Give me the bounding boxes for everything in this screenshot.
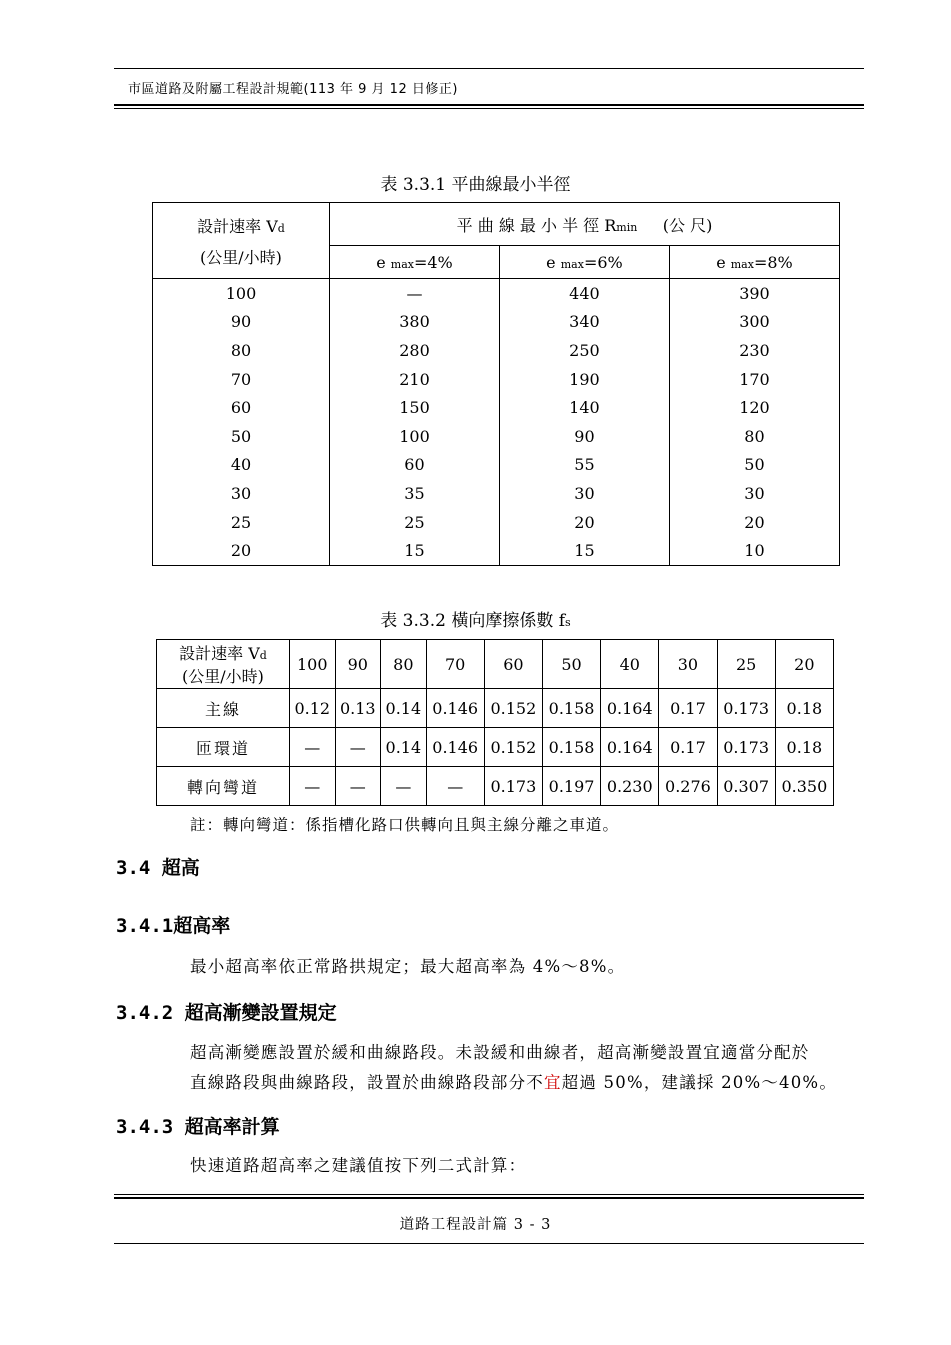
table-row <box>153 336 840 365</box>
section-3-4-2-text <box>190 1038 870 1098</box>
table-cell: 90 <box>153 308 330 337</box>
table-row <box>153 308 840 337</box>
t2-speed-header-cell: 設計速率 Vd (公里/小時) <box>157 640 290 689</box>
table-row <box>153 393 840 422</box>
table-cell: — <box>426 767 484 806</box>
speed-header-cell: 60 <box>484 640 542 689</box>
table-cell: 0.197 <box>542 767 600 806</box>
table1-caption: 表 3.3.1 平曲線最小半徑 <box>380 175 571 195</box>
table-cell: 10 <box>669 536 839 565</box>
table-cell: 0.14 <box>381 728 427 767</box>
table-row <box>153 479 840 508</box>
table-cell: 0.146 <box>426 689 484 728</box>
table-cell: 30 <box>153 479 330 508</box>
table-cell: 0.152 <box>484 728 542 767</box>
table-cell: 0.14 <box>381 689 427 728</box>
header-rule-thin <box>114 68 864 69</box>
table-cell: 0.164 <box>601 689 659 728</box>
emax-header-cell: e max=6% <box>499 246 669 279</box>
header-rule-thick <box>114 104 864 106</box>
table-min-radius <box>152 202 840 566</box>
table-cell: 60 <box>330 451 500 480</box>
section-3-4-3-heading: 3.4.3 超高率計算 <box>116 1116 280 1138</box>
table-cell: 210 <box>330 365 500 394</box>
footer-rule-top-2 <box>114 1197 864 1199</box>
table-cell: — <box>381 767 427 806</box>
table-cell: 0.164 <box>601 728 659 767</box>
table-cell: 0.173 <box>484 767 542 806</box>
section-3-4-1-text: 最小超高率依正常路拱規定；最大超高率為 4%～8%。 <box>190 957 626 976</box>
speed-header-cell: 25 <box>717 640 775 689</box>
table-cell: — <box>335 767 381 806</box>
table-row <box>153 536 840 565</box>
table-cell: 0.173 <box>717 728 775 767</box>
section-3-4-2-line2: 直線路段與曲線路段，設置於曲線路段部分不宜超過 50%，建議採 20%～40%。 <box>190 1073 838 1092</box>
table-cell: 70 <box>153 365 330 394</box>
speed-header-cell: 設計速率 Vd (公里/小時) <box>153 203 330 279</box>
section-3-4-2-line1: 超高漸變應設置於緩和曲線路段。未設緩和曲線者，超高漸變設置宜適當分配於 <box>190 1043 810 1062</box>
table-cell: 100 <box>330 422 500 451</box>
table-cell: 0.13 <box>335 689 381 728</box>
section-3-4-3-text: 快速道路超高率之建議值按下列二式計算： <box>190 1156 527 1175</box>
table-cell: 50 <box>153 422 330 451</box>
table-cell: 0.18 <box>775 689 833 728</box>
table-cell: 150 <box>330 393 500 422</box>
table-row <box>153 279 840 308</box>
section-3-4-2-heading: 3.4.2 超高漸變設置規定 <box>116 1002 337 1024</box>
header-rule-bottom <box>114 108 864 109</box>
table-cell: 0.17 <box>659 728 717 767</box>
table-cell: 30 <box>669 479 839 508</box>
table-row <box>153 422 840 451</box>
table-row <box>153 508 840 537</box>
radius-header-cell: 平 曲 線 最 小 半 徑 Rmin (公 尺) <box>330 203 840 246</box>
section-3-4-1-heading: 3.4.1超高率 <box>116 915 231 937</box>
table-cell: 55 <box>499 451 669 480</box>
table-cell: 230 <box>669 336 839 365</box>
speed-header-cell: 20 <box>775 640 833 689</box>
table-cell: 25 <box>153 508 330 537</box>
table2-caption: 表 3.3.2 橫向摩擦係數 fs <box>380 611 571 631</box>
table-cell: 340 <box>499 308 669 337</box>
table-cell: 170 <box>669 365 839 394</box>
table-cell: 15 <box>499 536 669 565</box>
table-cell: 380 <box>330 308 500 337</box>
table-row <box>157 689 834 728</box>
speed-header-cell: 40 <box>601 640 659 689</box>
table-cell: 0.146 <box>426 728 484 767</box>
speed-header-cell: 80 <box>381 640 427 689</box>
table-cell: 0.158 <box>542 728 600 767</box>
table-row <box>157 728 834 767</box>
table-cell: 0.276 <box>659 767 717 806</box>
table-friction <box>156 639 834 806</box>
row-label: 轉向彎道 <box>157 767 290 806</box>
page-footer: 道路工程設計篇 3 - 3 <box>399 1217 552 1233</box>
footer-rule-bottom <box>114 1243 864 1244</box>
section-3-4-heading: 3.4 超高 <box>116 857 200 879</box>
table-cell: 80 <box>669 422 839 451</box>
table-cell: 120 <box>669 393 839 422</box>
table-cell: — <box>330 279 500 308</box>
table-cell: — <box>335 728 381 767</box>
table-cell: 390 <box>669 279 839 308</box>
table-cell: 60 <box>153 393 330 422</box>
footer-rule-top-1 <box>114 1194 864 1195</box>
table-cell: 35 <box>330 479 500 508</box>
speed-header-cell: 70 <box>426 640 484 689</box>
table-cell: 100 <box>153 279 330 308</box>
table-row <box>157 767 834 806</box>
table-cell: 440 <box>499 279 669 308</box>
table-cell: 20 <box>499 508 669 537</box>
table-cell: 40 <box>153 451 330 480</box>
running-header: 市區道路及附屬工程設計規範(113 年 9 月 12 日修正) <box>128 82 458 97</box>
table-cell: 25 <box>330 508 500 537</box>
table-cell: — <box>290 767 336 806</box>
table-cell: 250 <box>499 336 669 365</box>
table-cell: 90 <box>499 422 669 451</box>
speed-header-cell: 90 <box>335 640 381 689</box>
table-cell: 80 <box>153 336 330 365</box>
table-cell: 0.307 <box>717 767 775 806</box>
table-cell: 0.173 <box>717 689 775 728</box>
row-label: 匝環道 <box>157 728 290 767</box>
table-cell: 140 <box>499 393 669 422</box>
table-cell: 15 <box>330 536 500 565</box>
table-cell: 50 <box>669 451 839 480</box>
speed-header-cell: 30 <box>659 640 717 689</box>
table-cell: 0.18 <box>775 728 833 767</box>
table-row <box>153 451 840 480</box>
table-cell: 280 <box>330 336 500 365</box>
table-cell: 0.152 <box>484 689 542 728</box>
emax-header-cell: e max=4% <box>330 246 500 279</box>
table-cell: 190 <box>499 365 669 394</box>
emax-header-cell: e max=8% <box>669 246 839 279</box>
table-cell: 0.350 <box>775 767 833 806</box>
table-cell: 20 <box>669 508 839 537</box>
table-row <box>153 365 840 394</box>
row-label: 主線 <box>157 689 290 728</box>
table-cell: 0.230 <box>601 767 659 806</box>
table2-note: 註：轉向彎道：係指槽化路口供轉向且與主線分離之車道。 <box>190 816 620 834</box>
table-cell: 20 <box>153 536 330 565</box>
speed-header-cell: 50 <box>542 640 600 689</box>
table-cell: 300 <box>669 308 839 337</box>
speed-header-cell: 100 <box>290 640 336 689</box>
table-cell: — <box>290 728 336 767</box>
table-cell: 0.158 <box>542 689 600 728</box>
table-cell: 0.17 <box>659 689 717 728</box>
table-cell: 30 <box>499 479 669 508</box>
table-cell: 0.12 <box>290 689 336 728</box>
